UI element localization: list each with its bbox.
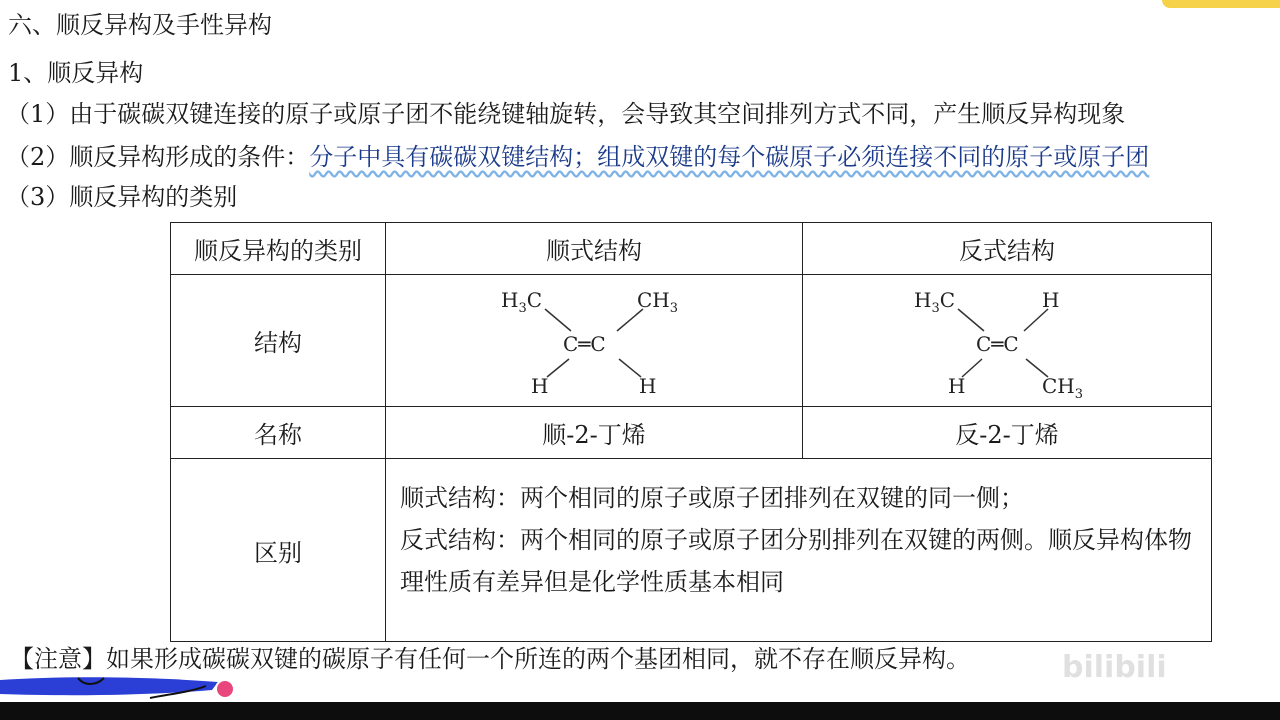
header-category: 顺反异构的类别 [171,223,386,275]
point-3: （3）顺反异构的类别 [6,183,238,211]
trans-2-butene-structure [902,283,1112,399]
cis-top-left-sub: 3 [518,300,527,316]
trans-name: 反-2-丁烯 [803,407,1212,459]
table-row-difference [171,459,1212,642]
cis-top-right-sub: 3 [669,300,679,316]
header-trans: 反式结构 [803,223,1212,275]
cis-bottom-right-h: H [639,373,657,398]
difference-label: 区别 [171,459,386,642]
watermark-text: bilibili [1062,650,1167,685]
structure-label: 结构 [171,275,386,407]
cis-structure-cell [386,275,803,407]
point-1: （1）由于碳碳双键连接的原子或原子团不能绕键轴旋转，会导致其空间排列方式不同，产生顺反异构现象 [6,100,1126,128]
trans-structure-cell [803,275,1212,407]
pen-cursor-icon [216,680,234,698]
svg-text:CH3 [637,288,678,316]
trans-top-left-sub: 3 [931,300,940,316]
difference-cell [386,459,1212,642]
table-row-name [171,407,1212,459]
trans-bottom-right-sub: 3 [1074,386,1084,399]
bottom-bar [0,702,1280,720]
trans-top-left-c: C [939,287,956,312]
header-cis: 顺式结构 [386,223,803,275]
note-text: 【注意】如果形成碳碳双键的碳原子有任何一个所连的两个基团相同，就不存在顺反异构。 [10,645,970,673]
cis-2-butene-structure [489,283,699,399]
svg-text:H3C [501,288,542,316]
top-right-tab [1162,0,1280,8]
name-label: 名称 [171,407,386,459]
table-header-row [171,223,1212,275]
svg-text:CH3 [1042,374,1083,399]
point-2-label: （2）顺反异构形成的条件： [6,143,310,171]
section-heading: 六、顺反异构及手性异构 [8,11,272,39]
cis-top-right-ch: CH [637,287,670,312]
trans-double-bond: C═C [976,331,1019,356]
trans-top-left-h: H [914,287,932,312]
table-row-structure [171,275,1212,407]
isomer-table [170,222,1212,642]
cis-double-bond: C═C [563,331,606,356]
subsection-heading: 1、顺反异构 [8,59,144,87]
cis-top-left-c: C [526,287,543,312]
cis-name: 顺-2-丁烯 [386,407,803,459]
point-2-highlight: 分子中具有碳碳双键结构；组成双键的每个碳原子必须连接不同的原子或原子团 [309,143,1150,171]
trans-bottom-right-ch: CH [1042,373,1075,398]
cis-top-left-h: H [501,287,519,312]
svg-text:H3C [914,288,955,316]
cis-bottom-left-h: H [531,373,549,398]
trans-bottom-left-h: H [948,373,966,398]
point-2 [6,142,1149,172]
bilibili-watermark-logo [1062,650,1262,692]
difference-line-1: 顺式结构：两个相同的原子或原子团排列在双键的同一侧； [400,484,1024,512]
pen-annotation [0,664,240,704]
difference-line-2: 反式结构：两个相同的原子或原子团分别排列在双键的两侧。顺反异构体物理性质有差异但是化学性质基本相同 [400,526,1192,596]
trans-top-right-h: H [1042,287,1060,312]
